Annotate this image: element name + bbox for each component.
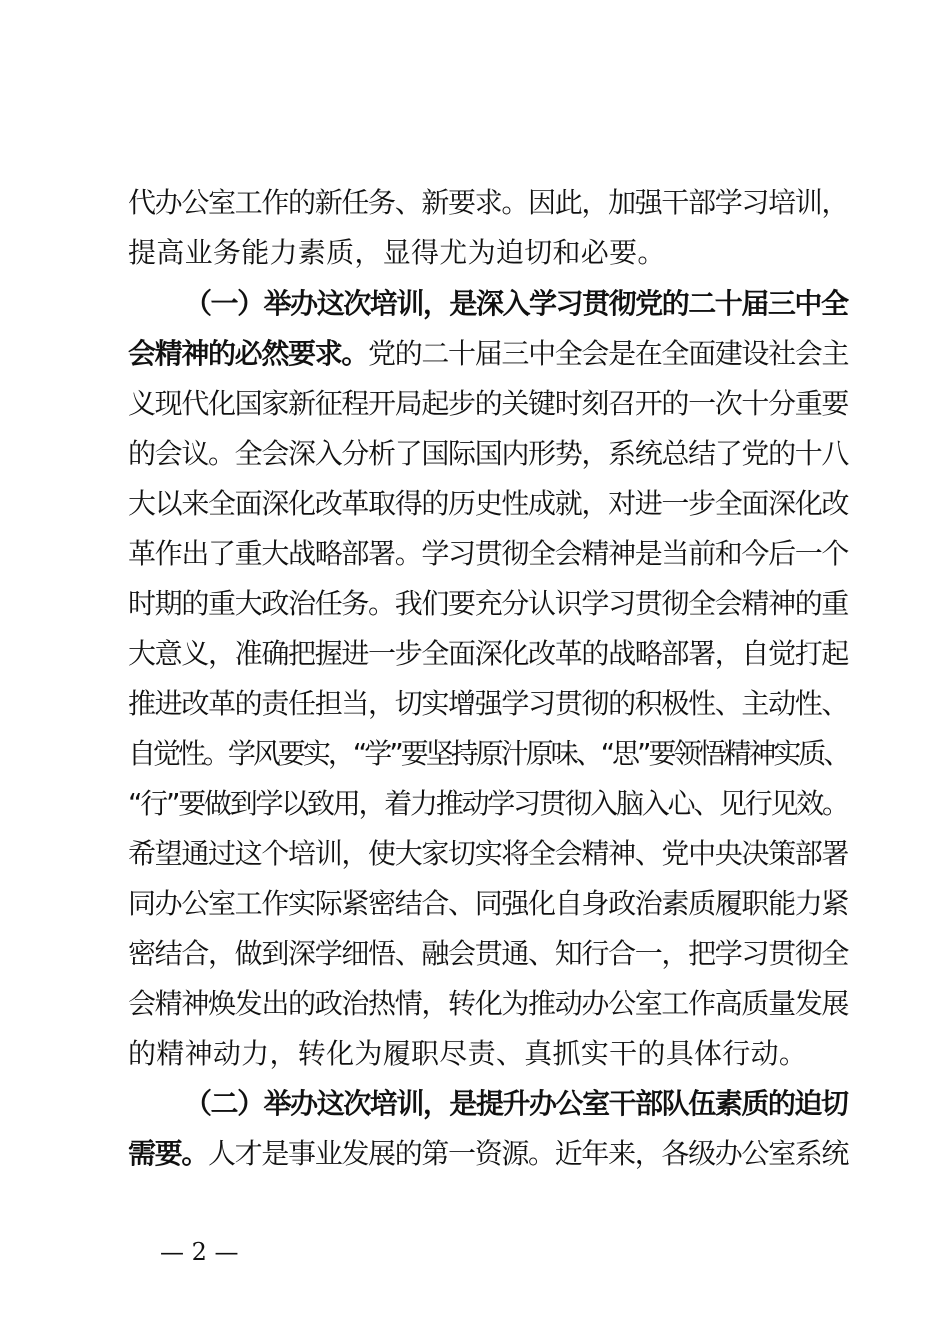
paragraph-line: “行”要做到学以致用，着力推动学习贯彻入脑入心、见行见效。	[128, 787, 848, 820]
paragraph-line: 大以来全面深化改革取得的历史性成就，对进一步全面深化改	[128, 487, 849, 520]
paragraph-line: 推进改革的责任担当，切实增强学习贯彻的积极性、主动性、	[128, 687, 849, 720]
paragraph-line: 的精神动力，转化为履职尽责、真抓实干的具体行动。	[128, 1037, 808, 1070]
paragraph-line: 代办公室工作的新任务、新要求。因此，加强干部学习培训，	[128, 186, 849, 219]
paragraph-line: 希望通过这个培训，使大家切实将全会精神、党中央决策部署	[128, 837, 849, 870]
paragraph-line: 自觉性。学风要实，“学”要坚持原汁原味、“思”要领悟精神实质、	[128, 737, 849, 770]
paragraph-line	[128, 336, 848, 372]
paragraph-line: 会精神焕发出的政治热情，转化为推动办公室工作高质量发展	[128, 987, 849, 1020]
paragraph-text: 人才是事业发展的第一资源。近年来，各级办公室系统	[208, 1137, 849, 1170]
section-heading-2-end: 需要。	[128, 1137, 209, 1170]
paragraph-line: 义现代化国家新征程开局起步的关键时刻召开的一次十分重要	[128, 387, 849, 420]
page-number: — 2 —	[160, 1238, 239, 1266]
paragraph-line: 时期的重大政治任务。我们要充分认识学习贯彻全会精神的重	[128, 587, 849, 620]
paragraph-text: 党的二十届三中全会是在全面建设社会主	[368, 337, 849, 370]
section-heading-1: （一）举办这次培训，是深入学习贯彻党的二十届三中全	[184, 287, 848, 320]
paragraph-line	[128, 1136, 848, 1172]
paragraph-line: 大意义，准确把握进一步全面深化改革的战略部署，自觉打起	[128, 637, 849, 670]
paragraph-line: 革作出了重大战略部署。学习贯彻全会精神是当前和今后一个	[128, 537, 849, 570]
paragraph-line: 密结合，做到深学细悟、融会贯通、知行合一，把学习贯彻全	[128, 937, 849, 970]
paragraph-line: 提高业务能力素质，显得尤为迫切和必要。	[128, 236, 666, 269]
section-heading-1-end: 会精神的必然要求。	[128, 337, 369, 370]
paragraph-line: 的会议。全会深入分析了国际国内形势，系统总结了党的十八	[128, 437, 849, 470]
section-heading-2: （二）举办这次培训，是提升办公室干部队伍素质的迫切	[184, 1087, 848, 1120]
paragraph-line: 同办公室工作实际紧密结合、同强化自身政治素质履职能力紧	[128, 887, 849, 920]
